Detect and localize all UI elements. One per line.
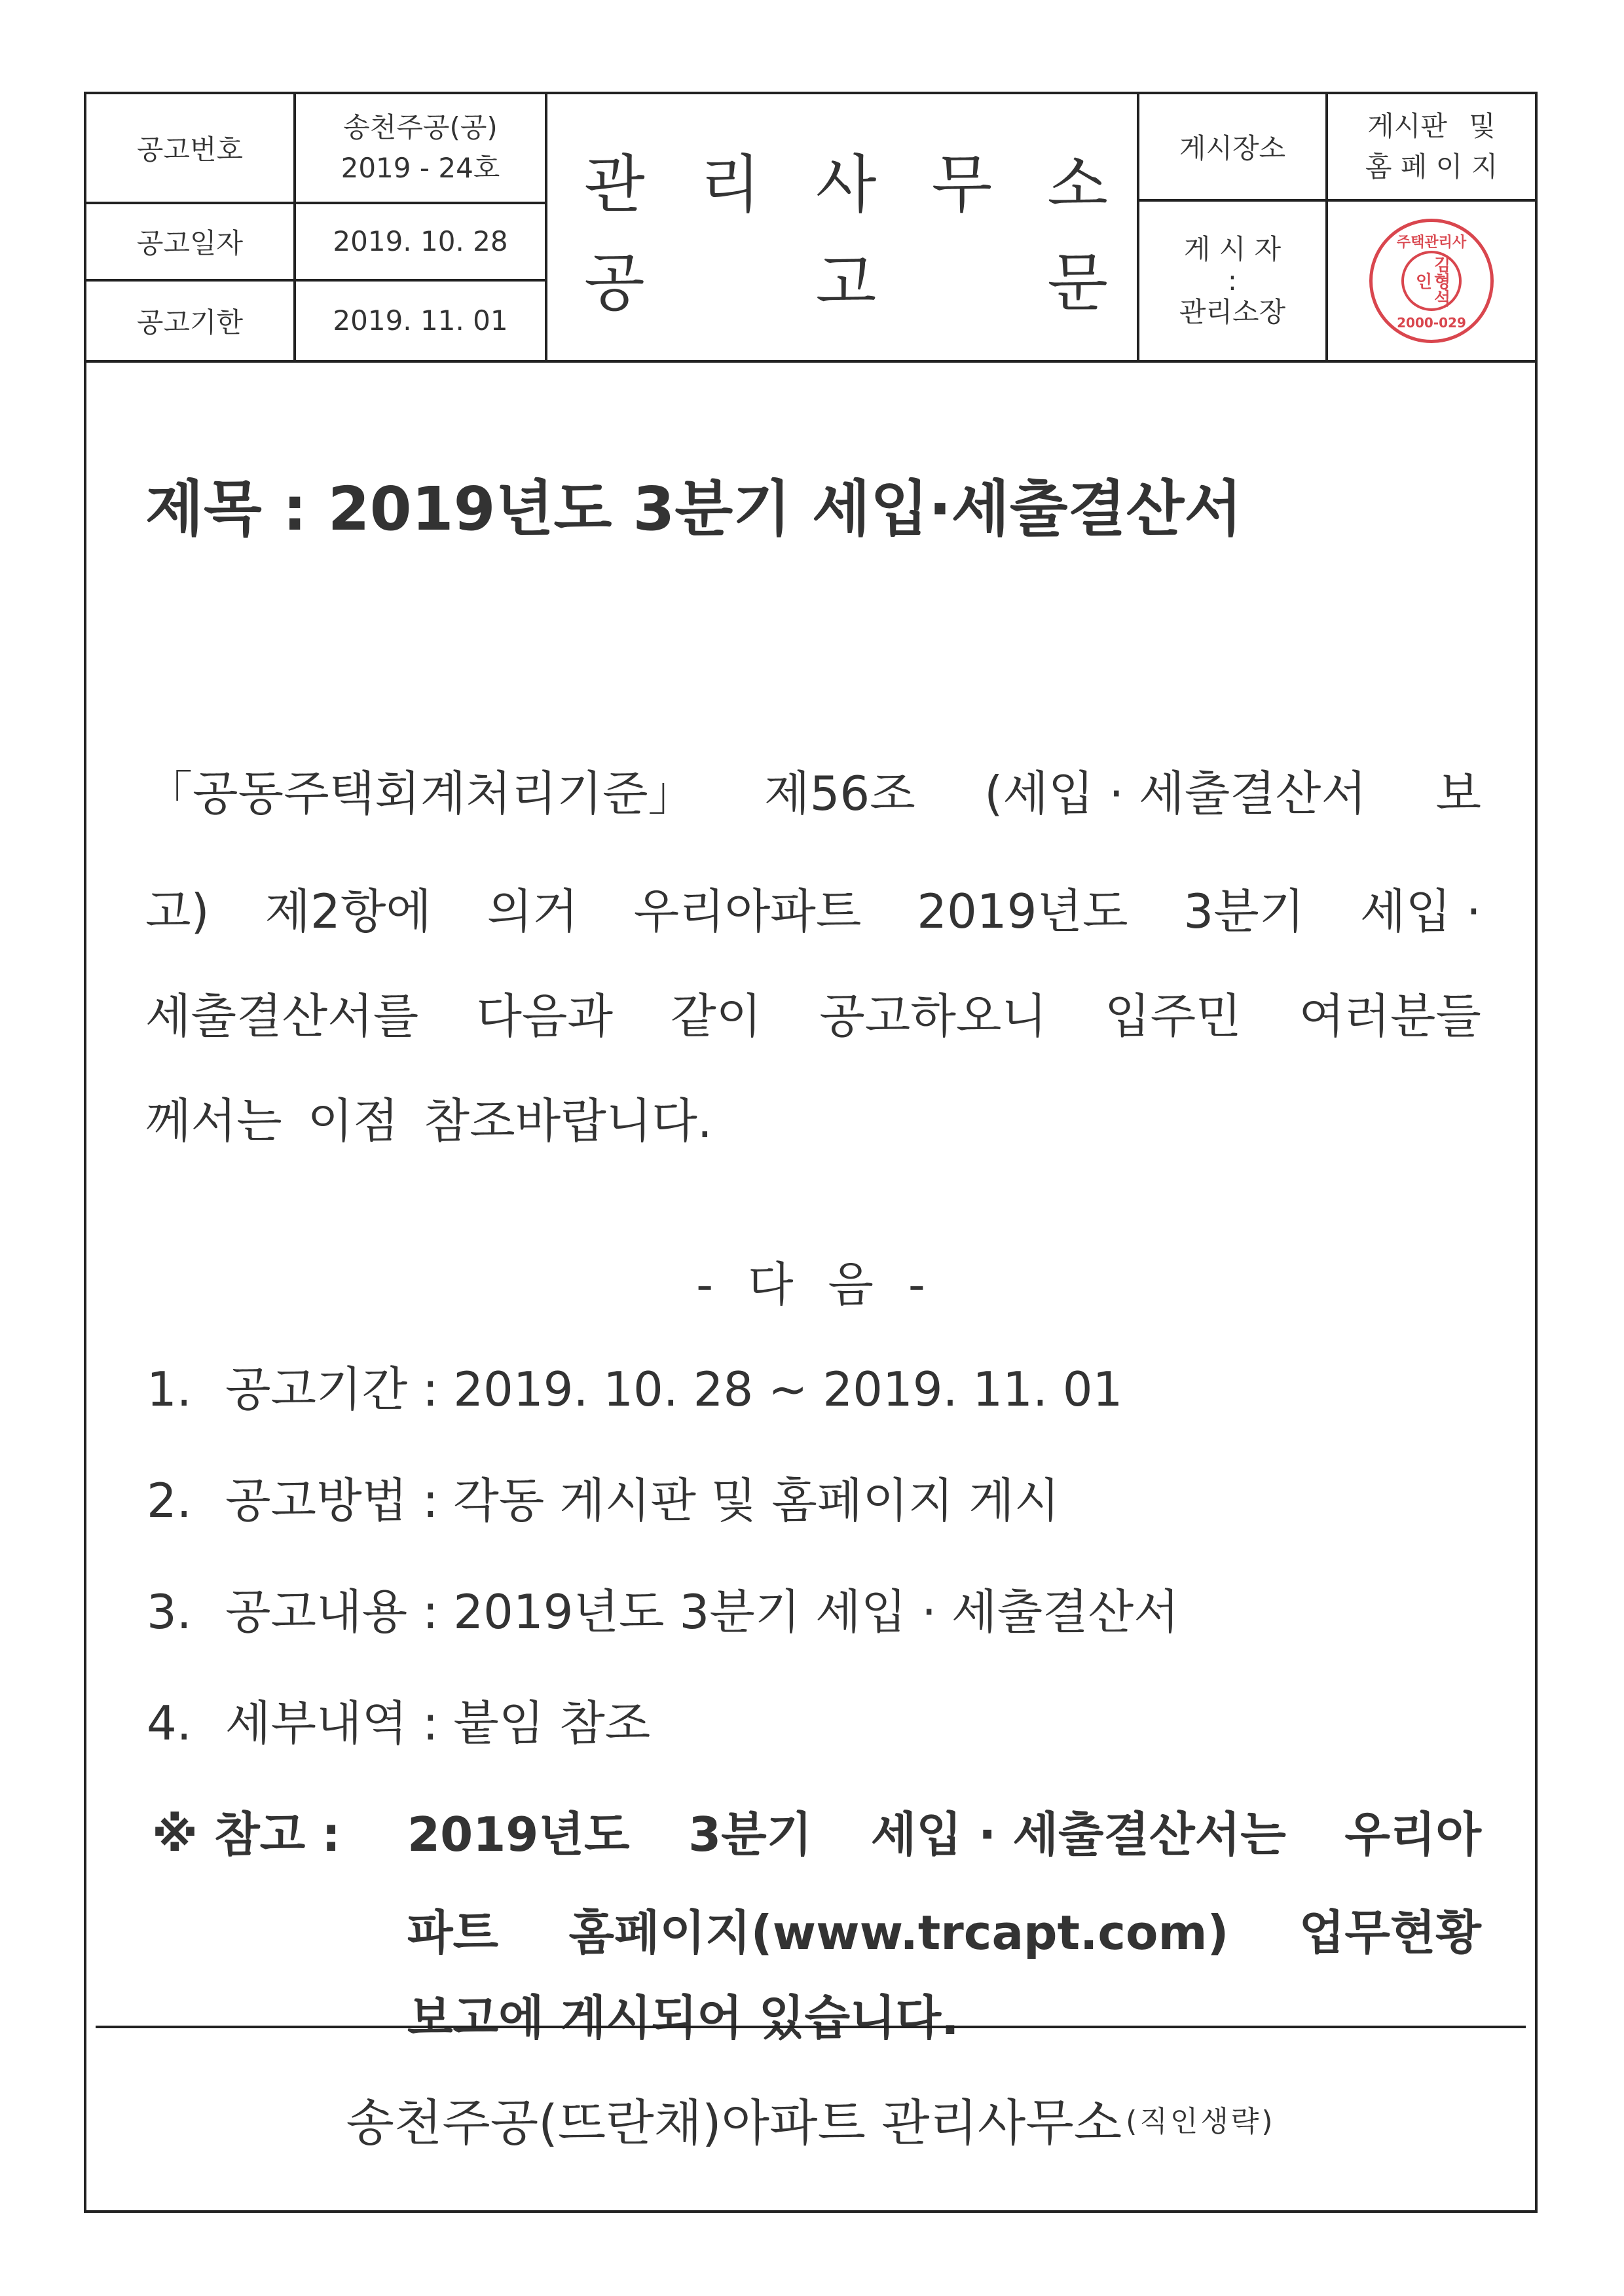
office-title-char: 리 <box>699 147 761 221</box>
reference-word: 세입 · 세출결산서는 <box>870 1807 1286 1862</box>
intro-word: 같이 <box>671 989 762 1044</box>
intro-word: 보 <box>1435 766 1481 821</box>
notice-number-value <box>296 94 545 202</box>
notice-item-text: 세부내역 : 붙임 참조 <box>225 1696 651 1751</box>
notice-item-number: 4. <box>147 1696 192 1751</box>
reference-prefix: ※ 참고 : <box>152 1807 341 1862</box>
post-place-label: 게시장소 <box>1179 132 1286 164</box>
next-heading: - 다 음 - <box>696 1257 925 1312</box>
reference-word: 우리아 <box>1344 1807 1481 1862</box>
intro-word: 세출결산서를 <box>145 989 419 1044</box>
notice-doc-title <box>584 232 1108 323</box>
notice-doc-title-char: 공 <box>584 246 645 319</box>
intro-word: 3분기 <box>1183 884 1305 939</box>
office-title-char: 관 <box>584 147 645 221</box>
issuer-name: 송천주공(뜨란채)아파트 관리사무소 <box>346 2093 1122 2152</box>
notice-item-number: 1. <box>147 1362 192 1417</box>
notice-frame <box>84 92 1538 2213</box>
reference-line <box>407 1895 1481 1963</box>
notice-item-text: 공고방법 : 각동 게시판 및 홈페이지 게시 <box>225 1473 1060 1528</box>
intro-word: 2019년도 <box>917 884 1128 939</box>
poster-label <box>1139 202 1325 360</box>
post-place-board: 게시판 및 <box>1367 110 1496 142</box>
notice-item-number: 3. <box>147 1584 192 1639</box>
notice-item <box>147 1574 1179 1642</box>
seal-name: 김형석인 <box>1401 251 1462 311</box>
post-place-value <box>1328 94 1535 199</box>
seal-number: 2000-029 <box>1397 315 1466 331</box>
issuer-footer <box>96 2026 1526 2209</box>
intro-word: 께서는 이점 참조바랍니다. <box>145 1093 712 1148</box>
notice-date-value: 2019. 10. 28 <box>333 225 508 257</box>
notice-number-office: 송천주공(공) <box>343 111 498 143</box>
intro-word: (세입 · 세출결산서 <box>984 766 1367 821</box>
notice-number-label: 공고번호 <box>136 134 244 166</box>
post-place-homepage: 홈 페 이 지 <box>1365 151 1498 183</box>
notice-date-label: 공고일자 <box>136 227 244 259</box>
reference-word: 3분기 <box>688 1807 813 1862</box>
intro-word: 제2항에 <box>265 884 432 939</box>
intro-word: 입주민 <box>1105 989 1242 1044</box>
office-title <box>584 134 1108 225</box>
notice-subject: 제목 : 2019년도 3분기 세입·세출결산서 <box>145 474 1243 544</box>
reference-url: 홈페이지(www.trcapt.com) <box>568 1905 1229 1960</box>
reference-word: 업무현황 <box>1299 1905 1481 1960</box>
office-title-char: 사 <box>815 147 877 221</box>
intro-word: 여러분들 <box>1299 989 1481 1044</box>
notice-deadline-value: 2019. 11. 01 <box>333 304 508 337</box>
notice-item-text: 공고기간 : 2019. 10. 28 ~ 2019. 11. 01 <box>225 1362 1123 1417</box>
intro-paragraph-line <box>145 756 1481 824</box>
notice-item <box>147 1351 1122 1419</box>
reference-word: 보고에 게시되어 있습니다. <box>407 1990 959 2045</box>
intro-word: 의거 <box>487 884 578 939</box>
intro-word: 세입 · <box>1360 884 1481 939</box>
intro-word: 공고하오니 <box>819 989 1047 1044</box>
seal-omitted-note: (직인생략) <box>1126 2105 1276 2138</box>
reference-word: 파트 <box>407 1905 499 1960</box>
header-divider <box>545 94 547 360</box>
manager-seal <box>1369 219 1494 343</box>
intro-word: 다음과 <box>476 989 614 1044</box>
intro-paragraph-line <box>145 1083 1481 1151</box>
notice-deadline-label: 공고기한 <box>136 306 244 338</box>
notice-doc-title-char: 고 <box>815 246 877 319</box>
intro-word: 고) <box>145 884 210 939</box>
intro-word: 「공동주택회계처리기준」 <box>145 766 695 821</box>
intro-word: 제56조 <box>764 766 915 821</box>
notice-header-table <box>86 94 1535 363</box>
notice-item <box>147 1463 1060 1531</box>
intro-paragraph-line <box>145 978 1481 1046</box>
notice-item-text: 공고내용 : 2019년도 3분기 세입 · 세출결산서 <box>225 1584 1179 1639</box>
poster-label-colon: : <box>1227 264 1238 297</box>
office-title-char: 무 <box>931 147 993 221</box>
manager-seal-cell <box>1328 202 1535 360</box>
reference-line <box>407 1796 1481 1865</box>
poster-label-manager: 관리소장 <box>1179 296 1286 328</box>
seal-title: 주택관리사 <box>1396 234 1467 251</box>
notice-item-number: 2. <box>147 1473 192 1528</box>
poster-label-title: 게 시 자 <box>1183 233 1282 265</box>
notice-doc-title-char: 문 <box>1047 246 1108 319</box>
reference-word: 2019년도 <box>407 1807 630 1862</box>
notice-number-code: 2019 - 24호 <box>341 152 500 184</box>
office-title-char: 소 <box>1047 147 1108 221</box>
intro-word: 우리아파트 <box>633 884 862 939</box>
intro-paragraph-line <box>145 873 1481 941</box>
notice-item <box>147 1685 650 1753</box>
